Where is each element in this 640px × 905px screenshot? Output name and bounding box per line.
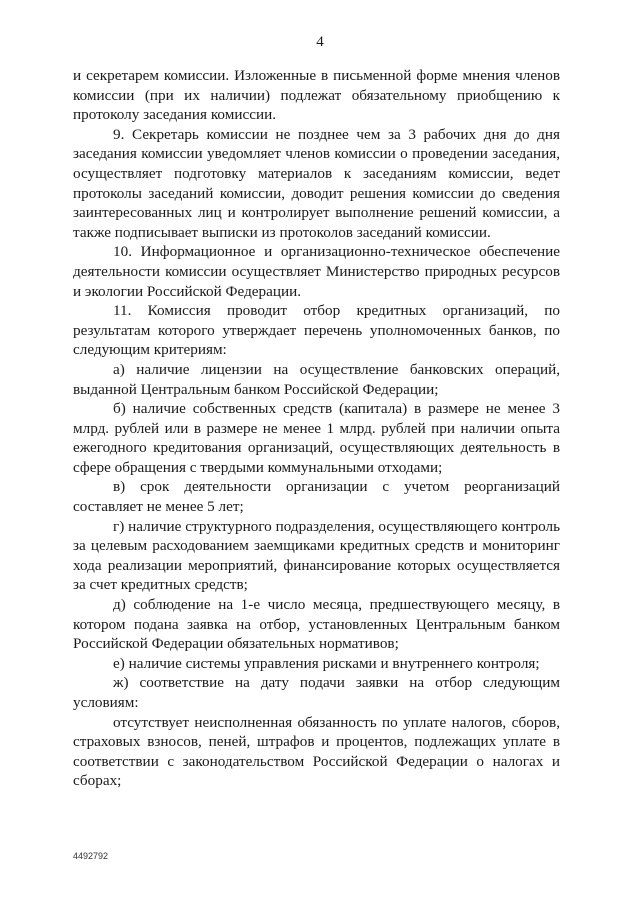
- condition-tax-obligation: отсутствует неисполненная обязанность по уплате налогов, сборов, страховых взносов, пеней, штрафов и процентов, подлежащих уплате в соответствии с законодательством Российской Федерации о налогах и сборах;: [73, 713, 560, 790]
- document-body: [73, 66, 560, 791]
- criterion-a: а) наличие лицензии на осуществление банковских операций, выданной Центральным банком Российской Федерации;: [73, 360, 560, 398]
- page-number: 4: [316, 34, 324, 50]
- document-id: 4492792: [73, 851, 109, 861]
- paragraph-item-11: 11. Комиссия проводит отбор кредитных организаций, по результатам которого утверждает перечень уполномоченных банков, по следующим критериям:: [73, 302, 560, 359]
- paragraph-item-10: 10. Информационное и организационно-техническое обеспечение деятельности комиссии осуществляет Министерство природных ресурсов и экологии Российской Федерации.: [73, 243, 560, 300]
- criterion-v: в) срок деятельности организации с учетом реорганизаций составляет не менее 5 лет;: [73, 478, 560, 516]
- criterion-g: г) наличие структурного подразделения, осуществляющего контроль за целевым расходованием заемщиками кредитных средств и мониторинг хода реализации мероприятий, финансирование которых осуществляется за счет кредитных средств;: [73, 517, 560, 594]
- criterion-b: б) наличие собственных средств (капитала) в размере не менее 3 млрд. рублей или в размере не менее 1 млрд. рублей при наличии опыта ежегодного кредитования организаций, осуществляющих деятельность в сфере обращения с твердыми коммунальными отходами;: [73, 400, 560, 476]
- criterion-e: е) наличие системы управления рисками и внутреннего контроля;: [113, 654, 540, 672]
- paragraph-item-9: 9. Секретарь комиссии не позднее чем за 3 рабочих дня до дня заседания комиссии уведомляет членов комиссии о проведении заседания, осуществляет подготовку материалов к заседаниям комиссии, ведет протоколы заседаний комиссии, доводит решения комиссии до сведения заинтересованных лиц и контролирует выполнение решений комиссии, а также подписывает выписки из протоколов заседаний комиссии.: [73, 125, 560, 241]
- criterion-d: д) соблюдение на 1-е число месяца, предшествующего месяцу, в котором подана заявка на отбор, установленных Центральным банком Российской Федерации обязательных нормативов;: [73, 596, 560, 653]
- paragraph-continuation: и секретарем комиссии. Изложенные в письменной форме мнения членов комиссии (при их наличии) подлежат обязательному приобщению к протоколу заседания комиссии.: [73, 67, 560, 124]
- criterion-zh: ж) соответствие на дату подачи заявки на отбор следующим условиям:: [73, 674, 560, 711]
